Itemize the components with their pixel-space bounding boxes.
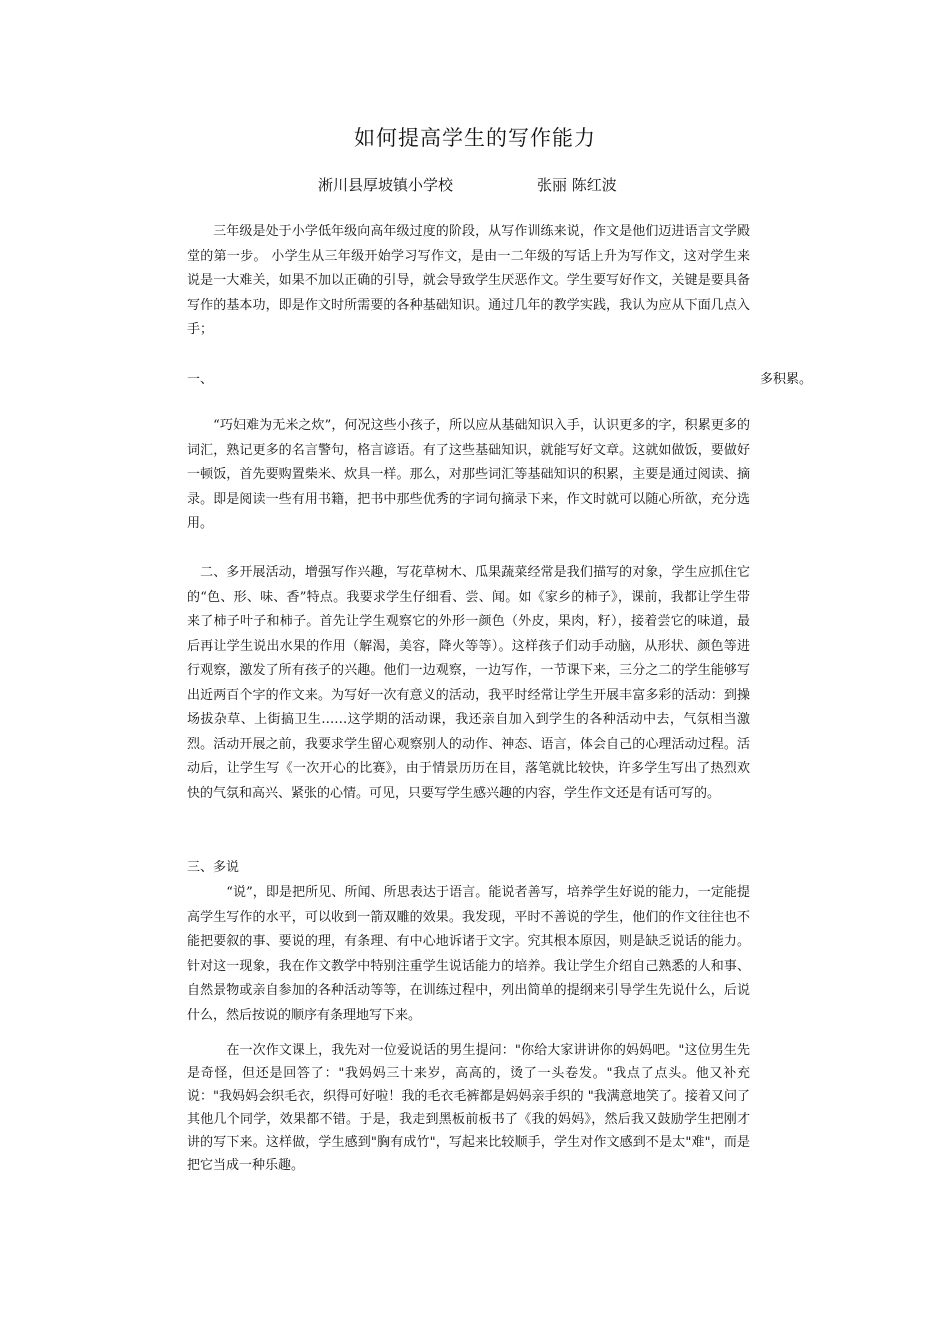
intro-paragraph: 三年级是处于小学低年级向高年级过度的阶段，从写作训练来说，作文是他们迈进语言文学殿堂的第一步。 小学生从三年级开始学习写作文，是由一二年级的写话上升为写作文，这对学生来说是一大难关，如果不加以正确的引导，就会导致学生厌恶作文。学生要写好作文，关键是要具备写作的基本功，即是作文时所需要的各种基础知识。通过几年的教学实践，我认为应从下面几点入手； (187, 224, 750, 337)
section1-heading (0, 368, 950, 390)
section1-title-tail: 多积累。 (760, 372, 813, 387)
section3-heading: 三、多说 (187, 860, 240, 875)
document-title: 如何提高学生的写作能力 (354, 126, 596, 150)
section3-paragraph-1: “说”，即是把所见、所闻、所思表达于语言。能说者善写，培养学生好说的能力，一定能提高学生写作的水平，可以收到一箭双雕的效果。我发现，平时不善说的学生，他们的作文往往也不能把要叙的事、要说的理，有条理、有中心地诉诸于文字。究其根本原因，则是缺乏说话的能力。针对这一现象，我在作文教学中特别注重学生说话能力的培养。我让学生介绍自己熟悉的人和事、自然景物或亲自参加的各种活动等等，在训练过程中，列出简单的提纲来引导学生先说什么，后说什么，然后按说的顺序有条理地写下来。 (187, 885, 750, 1023)
section1-number: 一、 (187, 372, 214, 387)
author-names: 张丽 陈红波 (537, 176, 617, 194)
school-name: 淅川县厚坡镇小学校 (318, 176, 454, 194)
section1-paragraph: “巧妇难为无米之炊”，何况这些小孩子，所以应从基础知识入手，认识更多的字，积累更多的词汇，熟记更多的名言警句，格言谚语。有了这些基础知识，就能写好文章。这就如做饭，要做好一顿饭，首先要购置柴米、炊具一样。那么，对那些词汇等基础知识的积累，主要是通过阅读、摘录。即是阅读一些有用书籍，把书中那些优秀的字词句摘录下来，作文时就可以随心所欲，充分选用。 (187, 418, 750, 531)
section3-paragraph-2: 在一次作文课上，我先对一位爱说话的男生提问："你给大家讲讲你的妈妈吧。"这位男生先是奇怪，但还是回答了："我妈妈三十来岁，高高的，烫了一头卷发。"我点了点头。他又补充说："我妈妈会织毛衣，织得可好啦！我的毛衣毛裤都是妈妈亲手织的 "我满意地笑了。接着又问了其他几个同学，效果都不错。于是，我走到黑板前板书了《我的妈妈》，然后我又鼓励学生把刚才讲的写下来。这样做，学生感到"胸有成竹"，写起来比较顺手，学生对作文感到不是太"难"，而是把它当成一种乐趣。 (187, 1043, 750, 1173)
section2-paragraph: 二、多开展活动，增强写作兴趣，写花草树木、瓜果蔬菜经常是我们描写的对象，学生应抓住它的“色、形、味、香”特点。我要求学生仔细看、尝、闻。如《家乡的柿子》，课前，我都让学生带来了柿子叶子和柿子。首先让学生观察它的外形一颜色（外皮，果肉，籽），接着尝它的味道，最后再让学生说出水果的作用（解渴，美容，降火等等）。这样孩子们动手动脑，从形状、颜色等进行观察，激发了所有孩子的兴趣。他们一边观察，一边写作，一节课下来，三分之二的学生能够写出近两百个字的作文来。为写好一次有意义的活动，我平时经常让学生开展丰富多彩的活动：到操场拔杂草、上街搞卫生……这学期的活动课，我还亲自加入到学生的各种活动中去，气氛相当激烈。活动开展之前，我要求学生留心观察别人的动作、神态、语言，体会自己的心理活动过程。活动后，让学生写《一次开心的比赛》，由于情景历历在目，落笔就比较快，许多学生写出了热烈欢快的气氛和高兴、紧张的心情。可见，只要写学生感兴趣的内容，学生作文还是有话可写的。 (187, 565, 750, 801)
